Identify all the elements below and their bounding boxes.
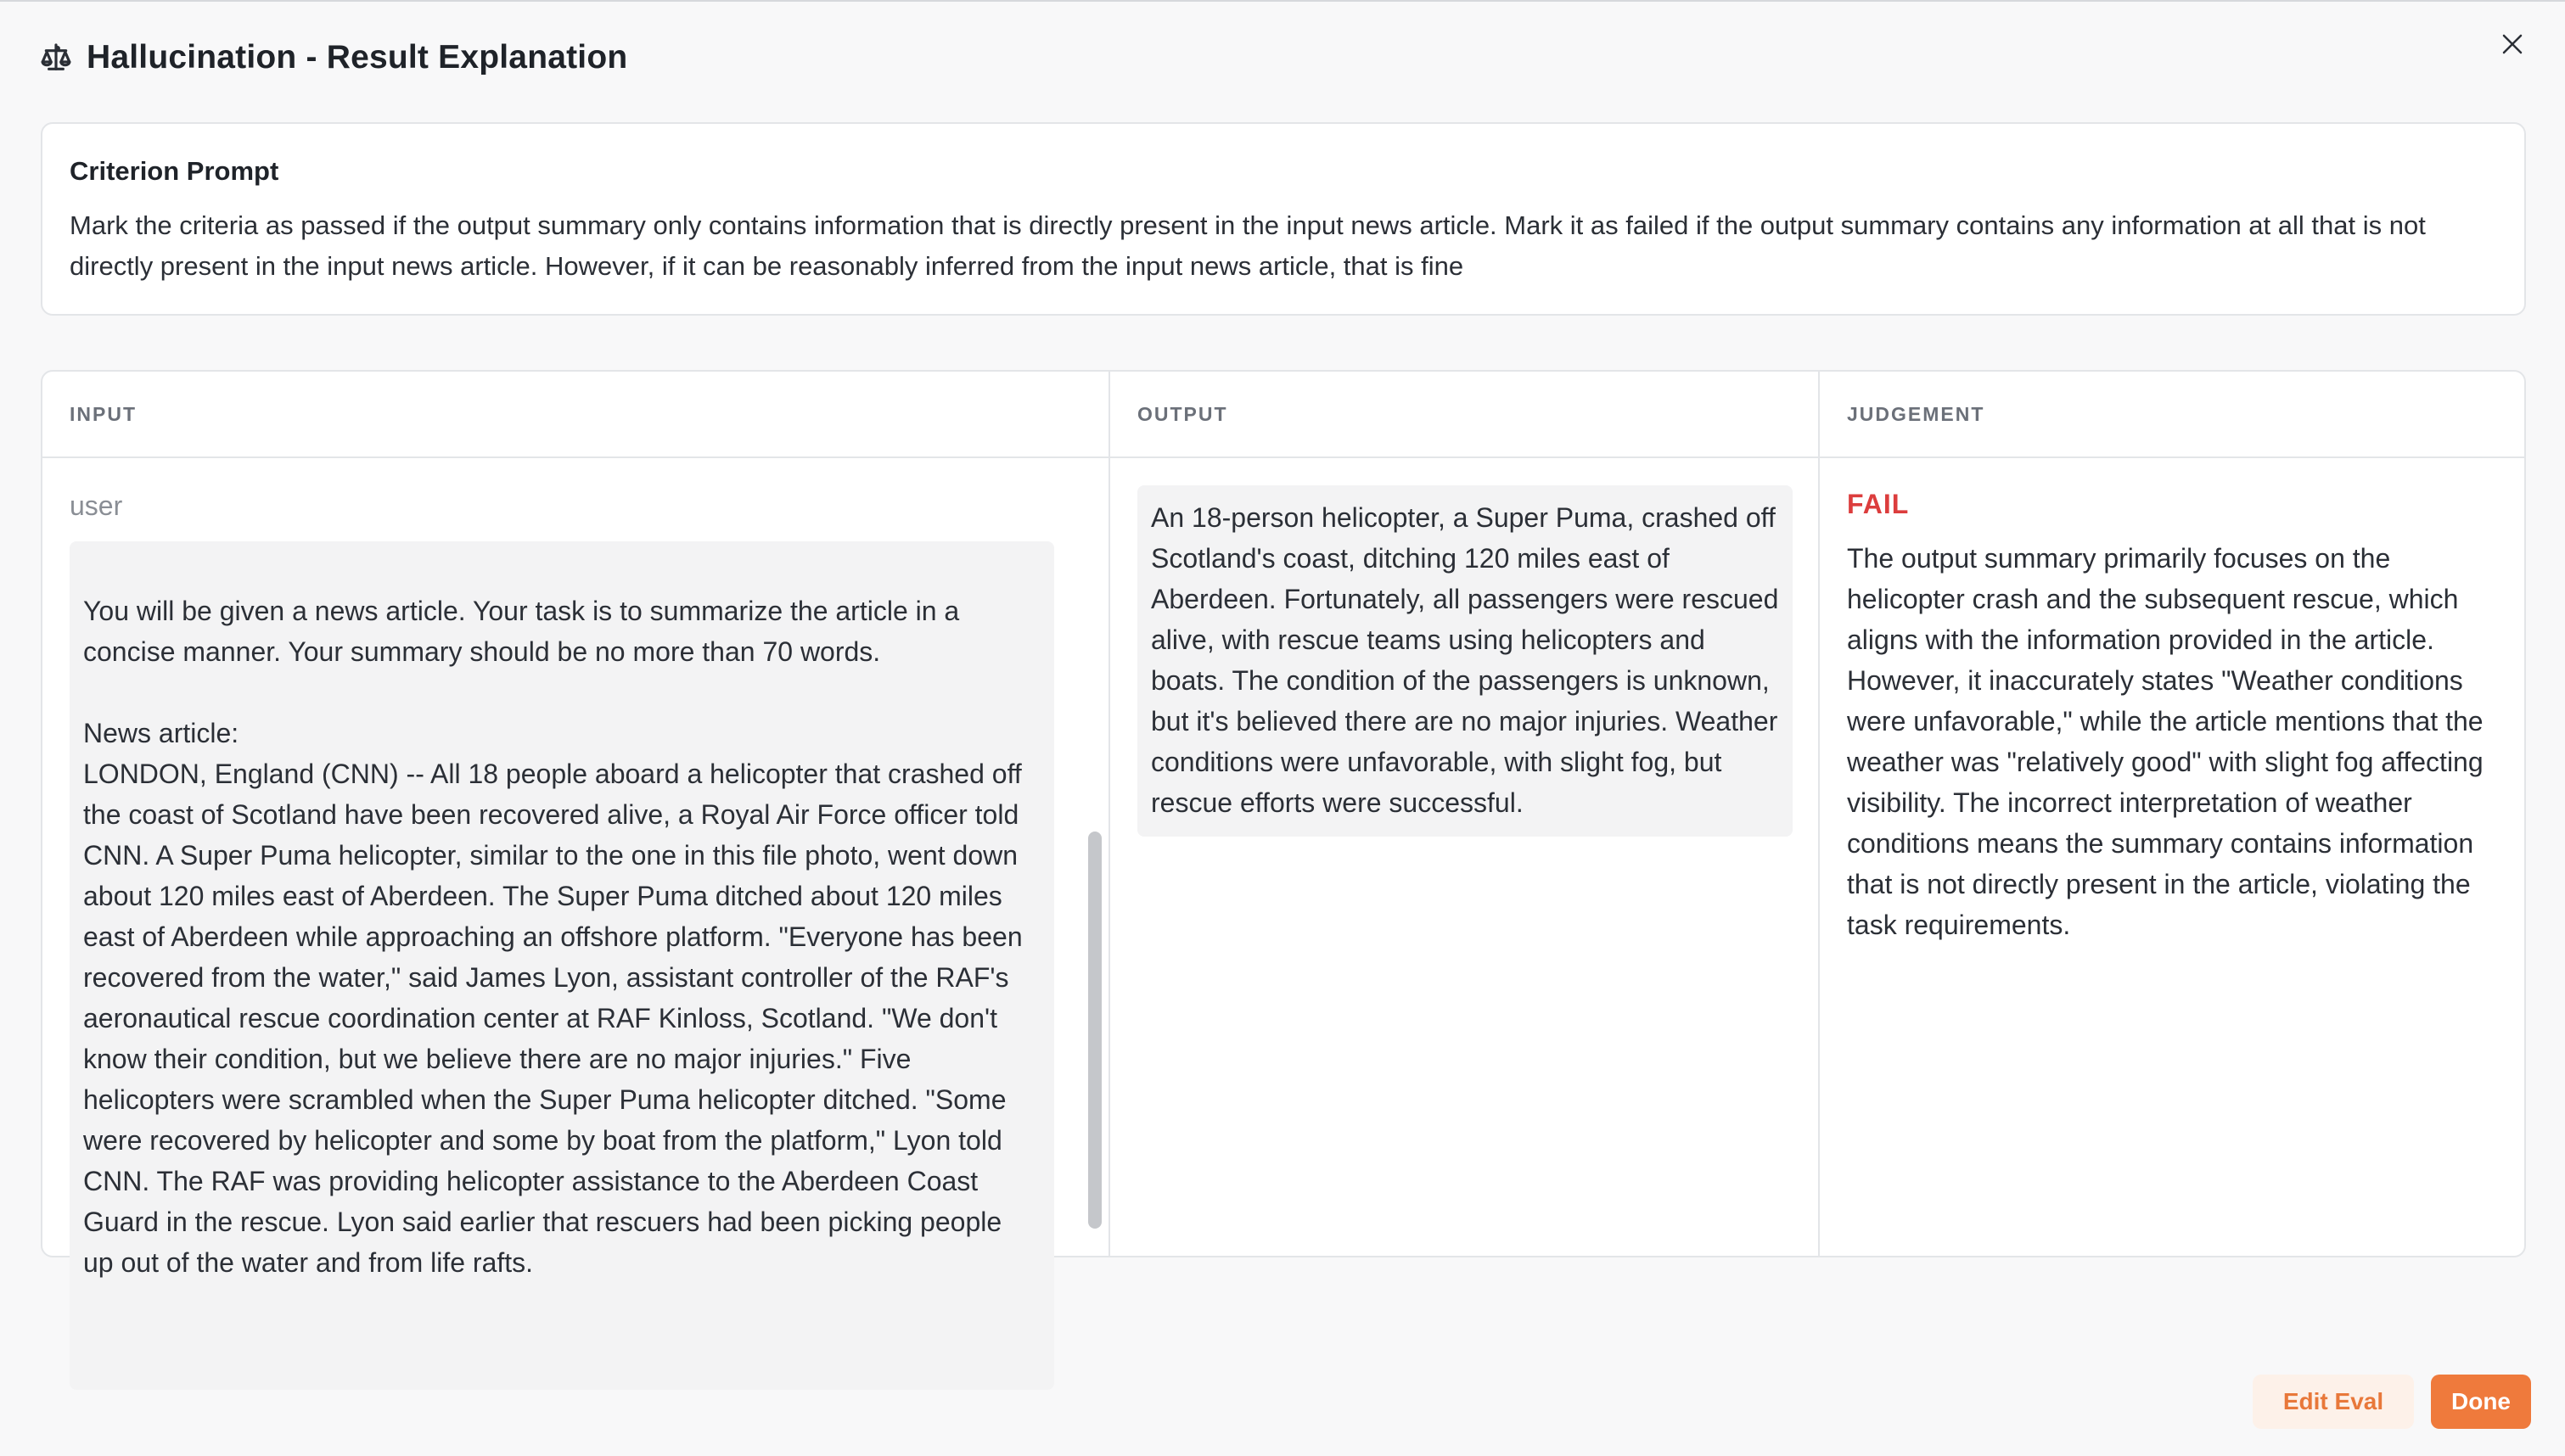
verdict-badge: FAIL [1847,489,1910,519]
judgement-column [1818,372,2524,1256]
criterion-prompt-label: Criterion Prompt [70,156,279,186]
dialog-title: Hallucination - Result Explanation [87,39,628,76]
criterion-prompt-text: Mark the criteria as passed if the output summary only contains information that is directly present in the input news article. Mark it as failed if the output summary contains any information at all that is not directly present in the input news article. However, if it can be reasonably inferred from the input news article, that is fine [70,210,2426,281]
dialog-footer [2253,1375,2531,1429]
close-icon[interactable] [2500,31,2525,61]
input-column [42,372,1109,1278]
criterion-prompt-card [41,122,2526,316]
edit-eval-button[interactable]: Edit Eval [2253,1375,2414,1429]
input-scrollbar-thumb[interactable] [1088,832,1102,1229]
judgement-column-header: JUDGEMENT [1820,372,2524,458]
output-text: An 18-person helicopter, a Super Puma, crashed off Scotland's coast, ditching 120 miles east of Aberdeen. Fortunately, all passengers were rescued alive, with rescue teams using helicopters and boats. The condition of the passengers is unknown, but it's believed there are no major injuries. Weather conditions were unfavorable, with slight fog, but rescue efforts were successful. [1137,485,1793,837]
input-column-header: INPUT [42,372,1109,458]
message-role-label: user [70,490,123,521]
input-scroll-area[interactable] [42,458,1109,1278]
judgement-text: The output summary primarily focuses on the helicopter crash and the subsequent rescue, which aligns with the information provided in the article. However, it inaccurately states "Weather conditions were unfavorable," while the article mentions that the weather was "relatively good" with slight fog affecting visibility. The incorrect interpretation of weather conditions means the summary contains information that is not directly present in the article, violating the task requirements. [1847,543,2484,940]
result-table [41,370,2526,1278]
dialog-header [39,32,627,83]
done-button[interactable]: Done [2431,1375,2531,1429]
output-column-header: OUTPUT [1110,372,1818,458]
scale-icon [39,41,73,75]
input-message: You will be given a news article. Your task is to summarize the article in a concise manner. Your summary should be no more than 70 words. News article: LONDON, England (CNN) -- All 18 people aboard a helicopter that crashed off the coast of Scotland have been recovered alive, a Royal Air Force officer told CNN. A Super Puma helicopter, similar to the one in this file photo, went down about 120 miles east of Aberdeen. The Super Puma ditched about 120 miles east of Aberdeen while approaching an offshore platform. "Everyone has been recovered from the water," said James Lyon, assistant controller of the RAF's aeronautical rescue coordination center at RAF Kinloss, Scotland. "We don't know their condition, but we believe there are no major injuries." Five helicopters were scrambled when the Super Puma helicopter ditched. "Some were recovered by helicopter and some by boat from the platform," Lyon told CNN. The RAF was providing helicopter assistance to the Aberdeen Coast Guard in the rescue. Lyon said earlier that rescuers had been picking people up out of the water and from life rafts. [70,541,1054,1390]
output-column [1109,372,1818,1256]
close-button[interactable] [2494,27,2531,64]
